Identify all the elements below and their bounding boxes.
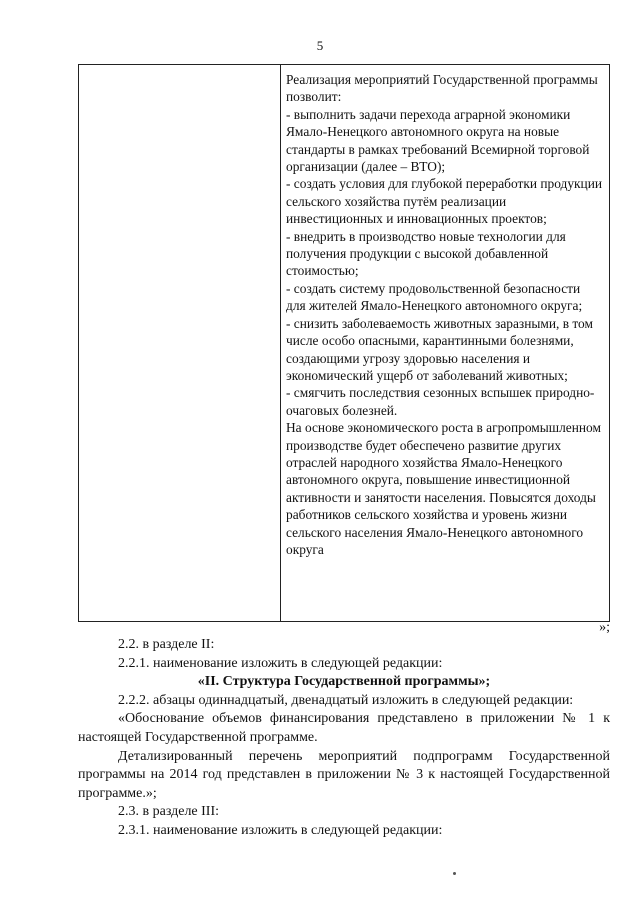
page-number: 5: [316, 38, 324, 53]
cell-item-processing: - создать условия для глубокой переработки продукции сельского хозяйства путём реализации инвестиционных и инновационных проектов;: [286, 176, 603, 227]
cell-item-animal-disease: - снизить заболеваемость животных заразными, в том числе особо опасными, карантинными болезнями, создающими угрозу здоровью населения и экономический ущерб от заболеваний животных;: [286, 315, 593, 383]
document-body: [78, 636, 610, 841]
paragraph-detailed-list: Детализированный перечень мероприятий подпрограмм Государственной программы на 2014 год представлен в приложении № 3 к настоящей Государственной программе.»;: [78, 748, 610, 801]
cell-intro: Реализация мероприятий Государственной программы позволит:: [286, 72, 598, 105]
paragraph-2-2: 2.2. в разделе II:: [118, 637, 215, 652]
cell-item-food-security: - создать систему продовольственной безопасности для жителей Ямало-Ненецкого автономного округа;: [286, 280, 583, 314]
table-right-cell: [286, 71, 603, 558]
paragraph-2-3-1: 2.3.1. наименование изложить в следующей редакции:: [118, 822, 443, 838]
cell-conclusion: На основе экономического роста в агропромышленном производстве будет обеспечено развитие других отраслей народного хозяйства Ямало-Ненецкого автономного округа, повышение инвестиционной активности и занятости населения. Повысятся доходы работников сельского хозяйства и уровень жизни сельского населения Ямало-Ненецкого автономного округа: [286, 420, 601, 557]
paragraph-financing: «Обоснование объемов финансирования представлено в приложении № 1 к настоящей Государственной программе.: [78, 711, 610, 745]
cell-item-wto: - выполнить задачи перехода аграрной экономики Ямало-Ненецкого автономного округа на новые стандарты в рамках требований Всемирной торговой организации (далее – ВТО);: [286, 106, 590, 175]
program-table: [78, 64, 610, 622]
closing-quote: »;: [599, 620, 610, 635]
table-left-cell: [79, 65, 281, 621]
section-heading: «II. Структура Государственной программы»;: [197, 674, 491, 690]
scan-dot: [453, 872, 456, 875]
cell-item-seasonal: - смягчить последствия сезонных вспышек природно-очаговых болезней.: [286, 385, 595, 418]
paragraph-2-2-1: 2.2.1. наименование изложить в следующей редакции:: [118, 655, 443, 671]
cell-item-technology: - внедрить в производство новые технологии для получения продукции с высокой добавленной стоимостью;: [286, 228, 566, 279]
paragraph-2-3: 2.3. в разделе III:: [118, 804, 220, 820]
paragraph-2-2-2: 2.2.2. абзацы одиннадцатый, двенадцатый изложить в следующей редакции:: [118, 692, 574, 708]
